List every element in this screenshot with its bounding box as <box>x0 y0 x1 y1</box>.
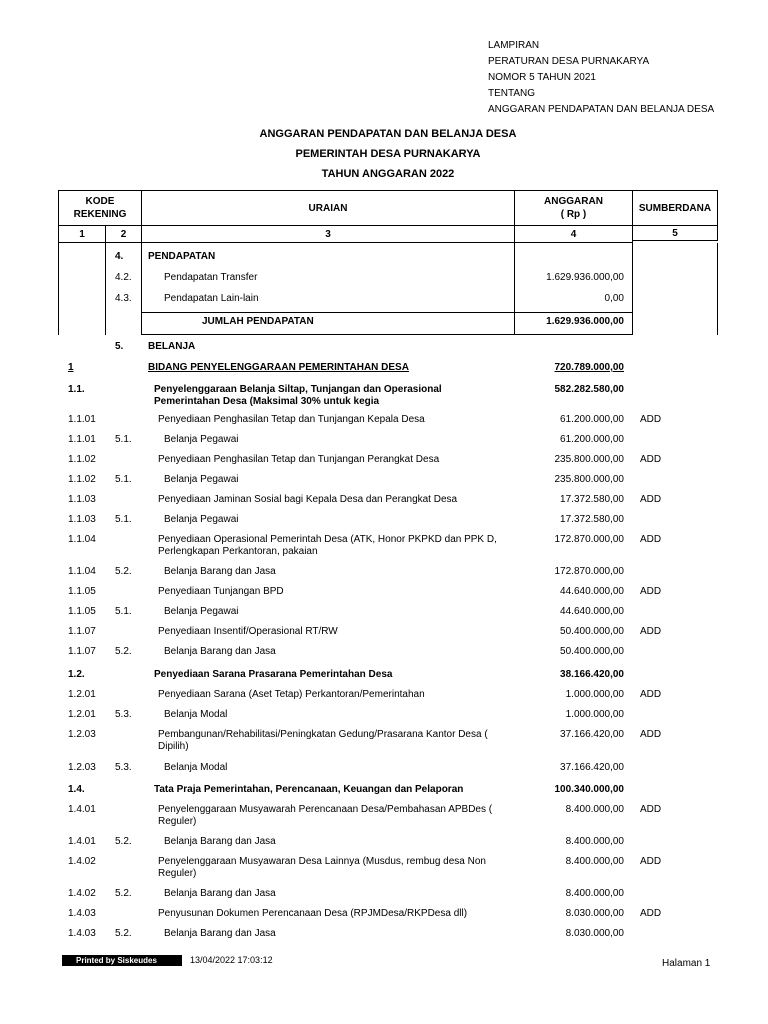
uraian-text: Belanja Pegawai <box>164 434 239 445</box>
sub-kode: 4.3. <box>115 293 132 304</box>
kode-rekening: 1.1.07 <box>68 646 96 657</box>
header-num-2: 2 <box>105 225 142 243</box>
sumberdana: ADD <box>640 586 662 597</box>
anggaran-amount: 37.166.420,00 <box>560 762 624 773</box>
kode-rekening: 1.1.04 <box>68 566 96 577</box>
anggaran-amount: 8.400.000,00 <box>565 836 624 847</box>
lampiran-line: NOMOR 5 TAHUN 2021 <box>488 72 596 83</box>
anggaran-amount: 38.166.420,00 <box>560 669 624 680</box>
anggaran-amount: 8.400.000,00 <box>565 888 624 899</box>
uraian-text: PENDAPATAN <box>148 251 216 262</box>
kode-rekening: 1.4.03 <box>68 928 96 939</box>
anggaran-amount: 8.400.000,00 <box>565 804 624 815</box>
sub-kode: 4. <box>115 251 124 262</box>
uraian-text: JUMLAH PENDAPATAN <box>202 316 314 327</box>
uraian-text: Penyediaan Tunjangan BPD <box>158 586 284 597</box>
sub-kode: 5.2. <box>115 646 132 657</box>
uraian-text: Penyelenggaraan Musyawaran Desa Lainnya (Musdus, rembug desa Non Reguler) <box>158 856 486 879</box>
lampiran-line: TENTANG <box>488 88 536 99</box>
kode-rekening: 1.1. <box>68 384 85 395</box>
uraian-text: Penyediaan Penghasilan Tetap dan Tunjangan Perangkat Desa <box>158 454 440 465</box>
kode-rekening: 1.1.04 <box>68 534 96 545</box>
lampiran-line: ANGGARAN PENDAPATAN DAN BELANJA DESA <box>488 104 715 115</box>
anggaran-amount: 100.340.000,00 <box>554 784 624 795</box>
kode-rekening: 1.1.03 <box>68 514 96 525</box>
sumberdana: ADD <box>640 856 662 867</box>
header-uraian: URAIAN <box>141 190 515 226</box>
sumberdana: ADD <box>640 689 662 700</box>
anggaran-amount: 8.030.000,00 <box>565 908 624 919</box>
anggaran-amount: 1.629.936.000,00 <box>546 272 624 283</box>
kode-rekening: 1.4.03 <box>68 908 96 919</box>
uraian-text: Penyelenggaraan Musyawarah Perencanaan Desa/Pembahasan APBDes ( Reguler) <box>158 804 493 827</box>
uraian-text: Penyusunan Dokumen Perencanaan Desa (RPJMDesa/RKPDesa dll) <box>158 908 468 919</box>
uraian-text: Belanja Pegawai <box>164 514 239 525</box>
kode-rekening: 1.1.07 <box>68 626 96 637</box>
border-line <box>717 243 718 335</box>
sumberdana: ADD <box>640 626 662 637</box>
anggaran-amount: 50.400.000,00 <box>560 646 624 657</box>
kode-rekening: 1.2.03 <box>68 729 96 740</box>
uraian-text: Belanja Pegawai <box>164 606 239 617</box>
anggaran-amount: 1.629.936.000,00 <box>546 316 624 327</box>
uraian-text: Penyelenggaraan Belanja Siltap, Tunjangan dan Operasional Pemerintahan Desa (Maksimal 30% untuk kegia <box>154 384 442 407</box>
border-line <box>58 243 59 335</box>
header-anggaran: ANGGARAN ( Rp ) <box>514 190 633 226</box>
title-line-3: TAHUN ANGGARAN 2022 <box>321 168 455 180</box>
sub-kode: 4.2. <box>115 272 132 283</box>
uraian-text: Penyediaan Insentif/Operasional RT/RW <box>158 626 338 637</box>
anggaran-amount: 17.372.580,00 <box>560 514 624 525</box>
uraian-text: BELANJA <box>148 341 196 352</box>
sumberdana: ADD <box>640 729 662 740</box>
uraian-text: Pendapatan Transfer <box>164 272 258 283</box>
border-line <box>105 243 106 335</box>
kode-rekening: 1.1.02 <box>68 474 96 485</box>
uraian-text: Belanja Barang dan Jasa <box>164 836 276 847</box>
anggaran-amount: 582.282.580,00 <box>554 384 624 395</box>
uraian-text: Penyediaan Sarana Prasarana Pemerintahan Desa <box>154 669 393 680</box>
kode-rekening: 1.4.01 <box>68 804 96 815</box>
kode-rekening: 1.1.05 <box>68 606 96 617</box>
document-title <box>0 124 768 184</box>
uraian-text: Penyediaan Operasional Pemerintah Desa (ATK, Honor PKPKD dan PPK D, Perlengkapan Perkantoran, pakaian <box>158 534 497 557</box>
border-line <box>632 243 633 335</box>
kode-rekening: 1.1.02 <box>68 454 96 465</box>
uraian-text: Penyediaan Jaminan Sosial bagi Kepala Desa dan Perangkat Desa <box>158 494 458 505</box>
header-num-3: 3 <box>141 225 515 243</box>
anggaran-amount: 44.640.000,00 <box>560 606 624 617</box>
sub-kode: 5.2. <box>115 928 132 939</box>
border-line <box>141 312 633 313</box>
print-datetime: 13/04/2022 17:03:12 <box>190 955 273 965</box>
lampiran-block <box>488 38 748 118</box>
uraian-text: Pembangunan/Rehabilitasi/Peningkatan Gedung/Prasarana Kantor Desa ( Dipilih) <box>158 729 488 752</box>
border-line <box>141 243 142 335</box>
sub-kode: 5.2. <box>115 566 132 577</box>
border-line <box>141 334 633 335</box>
border-line <box>514 243 515 335</box>
anggaran-amount: 1.000.000,00 <box>565 709 624 720</box>
kode-rekening: 1.2.03 <box>68 762 96 773</box>
header-num-4: 4 <box>514 225 633 243</box>
uraian-text: BIDANG PENYELENGGARAAN PEMERINTAHAN DESA <box>148 362 409 373</box>
sub-kode: 5.3. <box>115 762 132 773</box>
page-number: Halaman 1 <box>662 958 711 969</box>
uraian-text: Belanja Barang dan Jasa <box>164 646 276 657</box>
kode-rekening: 1.1.01 <box>68 434 96 445</box>
uraian-text: Tata Praja Pemerintahan, Perencanaan, Keuangan dan Pelaporan <box>154 784 464 795</box>
anggaran-amount: 37.166.420,00 <box>560 729 624 740</box>
title-line-1: ANGGARAN PENDAPATAN DAN BELANJA DESA <box>259 128 517 140</box>
kode-rekening: 1.1.03 <box>68 494 96 505</box>
title-line-2: PEMERINTAH DESA PURNAKARYA <box>295 148 481 160</box>
header-sumberdana: SUMBERDANA <box>632 190 718 226</box>
header-num-1: 1 <box>58 225 106 243</box>
anggaran-amount: 1.000.000,00 <box>565 689 624 700</box>
kode-rekening: 1.1.05 <box>68 586 96 597</box>
sub-kode: 5.1. <box>115 606 132 617</box>
kode-rekening: 1.2.01 <box>68 709 96 720</box>
sub-kode: 5.3. <box>115 709 132 720</box>
kode-rekening: 1.4.01 <box>68 836 96 847</box>
uraian-text: Belanja Pegawai <box>164 474 239 485</box>
sub-kode: 5.2. <box>115 888 132 899</box>
sub-kode: 5.1. <box>115 434 132 445</box>
anggaran-amount: 17.372.580,00 <box>560 494 624 505</box>
kode-rekening: 1.4.02 <box>68 888 96 899</box>
lampiran-line: LAMPIRAN <box>488 40 540 51</box>
kode-rekening: 1.2. <box>68 669 85 680</box>
printed-by-label: Printed by Siskeudes <box>62 955 182 966</box>
sub-kode: 5.1. <box>115 514 132 525</box>
anggaran-amount: 172.870.000,00 <box>554 534 624 545</box>
uraian-text: Belanja Modal <box>164 709 228 720</box>
kode-rekening: 1.1.01 <box>68 414 96 425</box>
uraian-text: Belanja Modal <box>164 762 228 773</box>
anggaran-amount: 0,00 <box>604 293 624 304</box>
sumberdana: ADD <box>640 494 662 505</box>
uraian-text: Belanja Barang dan Jasa <box>164 928 276 939</box>
kode-rekening: 1.4. <box>68 784 85 795</box>
uraian-text: Belanja Barang dan Jasa <box>164 888 276 899</box>
sub-kode: 5.2. <box>115 836 132 847</box>
anggaran-amount: 172.870.000,00 <box>554 566 624 577</box>
anggaran-amount: 44.640.000,00 <box>560 586 624 597</box>
anggaran-amount: 8.030.000,00 <box>565 928 624 939</box>
kode-rekening: 1.2.01 <box>68 689 96 700</box>
anggaran-amount: 235.800.000,00 <box>554 474 624 485</box>
anggaran-amount: 235.800.000,00 <box>554 454 624 465</box>
anggaran-amount: 720.789.000,00 <box>554 362 624 373</box>
anggaran-amount: 50.400.000,00 <box>560 626 624 637</box>
sub-kode: 5. <box>115 341 124 352</box>
anggaran-amount: 61.200.000,00 <box>560 434 624 445</box>
sumberdana: ADD <box>640 534 662 545</box>
uraian-text: Belanja Barang dan Jasa <box>164 566 276 577</box>
kode-rekening: 1.4.02 <box>68 856 96 867</box>
kode-rekening: 1 <box>68 362 74 373</box>
lampiran-line: PERATURAN DESA PURNAKARYA <box>488 56 650 67</box>
header-kode-rekening: KODE REKENING <box>58 190 142 226</box>
uraian-text: Penyediaan Penghasilan Tetap dan Tunjangan Kepala Desa <box>158 414 425 425</box>
anggaran-amount: 8.400.000,00 <box>565 856 624 867</box>
sumberdana: ADD <box>640 454 662 465</box>
uraian-text: Penyediaan Sarana (Aset Tetap) Perkantoran/Pemerintahan <box>158 689 425 700</box>
sumberdana: ADD <box>640 414 662 425</box>
anggaran-amount: 61.200.000,00 <box>560 414 624 425</box>
sub-kode: 5.1. <box>115 474 132 485</box>
sumberdana: ADD <box>640 804 662 815</box>
sumberdana: ADD <box>640 908 662 919</box>
header-num-5: 5 <box>632 225 718 241</box>
uraian-text: Pendapatan Lain-lain <box>164 293 259 304</box>
